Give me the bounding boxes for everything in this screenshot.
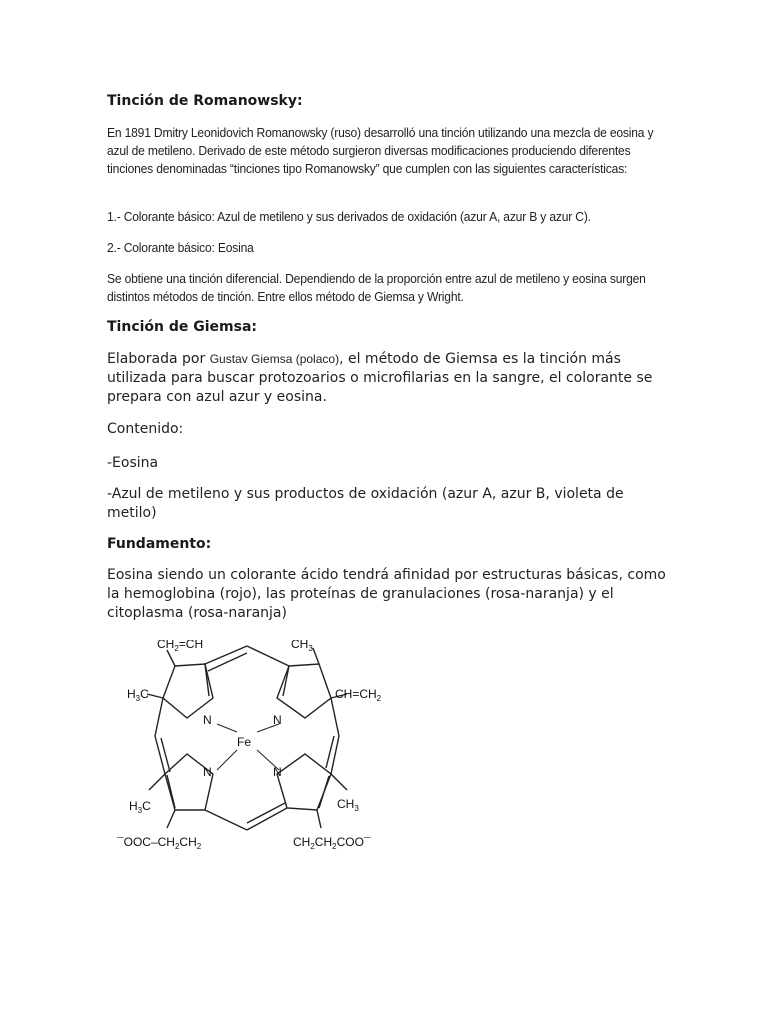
label-nitrogen-4: N [273,765,282,779]
label-methyl-top: $CH_3$ [291,640,313,653]
label-propionate-right: $CH_2CH_2COO¯$ [293,835,371,851]
label-methyl-bottom-left: $H_3C$ [129,799,151,815]
label-nitrogen-2: N [273,713,282,727]
section-title-giemsa: Tinción de Giemsa: [107,319,258,335]
heme-structure-diagram [107,640,397,880]
romanowsky-paragraph-2: Se obtiene una tinción diferencial. Dependiendo de la proporción entre azul de metileno y eosina surgen distintos métodos de tinción. Entre ellos método de Giemsa y Wright. [107,271,646,304]
label-methyl-bottom-right: $CH_3$ [337,797,359,813]
label-methyl-left: $H_3C$ [127,687,149,703]
label-vinyl-left: $CH_2=CH$ [157,640,204,653]
section-title-romanowsky: Tinción de Romanowsky: [107,93,303,109]
label-propionate-left: $¯OOC-CH_2CH_2$ [117,835,202,851]
giemsa-text-c: , el método de Giemsa es la tinción más utilizada para buscar protozoarios o microfilarias en la sangre, el colorante se prepara con azul azur y eosina. [107,351,653,405]
fundamento-paragraph: Eosina siendo un colorante ácido tendrá afinidad por estructuras básicas, como la hemoglobina (rojo), las proteínas de granulaciones (rosa-naranja) y el citoplasma (rosa-naranja) [107,567,666,621]
label-nitrogen-1: N [203,713,212,727]
giemsa-paragraph [107,350,667,407]
contenido-item-eosina: -Eosina [107,455,159,471]
romanowsky-paragraph: En 1891 Dmitry Leonidovich Romanowsky (ruso) desarrolló una tinción utilizando una mezcla de eosina y azul de metileno. Derivado de este método surgieron diversas modificaciones produciendo diferentes tinciones denominadas “tinciones tipo Romanowsky” que cumplen con las siguientes características: [107,125,654,176]
romanowsky-item-1: 1.- Colorante básico: Azul de metileno y sus derivados de oxidación (azur A, azur B y azur C). [107,209,591,224]
label-nitrogen-3: N [203,765,212,779]
section-title-fundamento: Fundamento: [107,536,212,552]
contenido-label: Contenido: [107,421,184,437]
label-iron: Fe [237,735,252,749]
contenido-item-azul: -Azul de metileno y sus productos de oxidación (azur A, azur B, violeta de metilo) [107,486,624,521]
giemsa-text-a: Elaborada por [107,351,210,367]
label-vinyl-right: $CH=CH_2$ [335,687,382,703]
giemsa-author: Gustav Giemsa (polaco) [209,352,340,366]
romanowsky-item-2: 2.- Colorante básico: Eosina [107,240,254,255]
